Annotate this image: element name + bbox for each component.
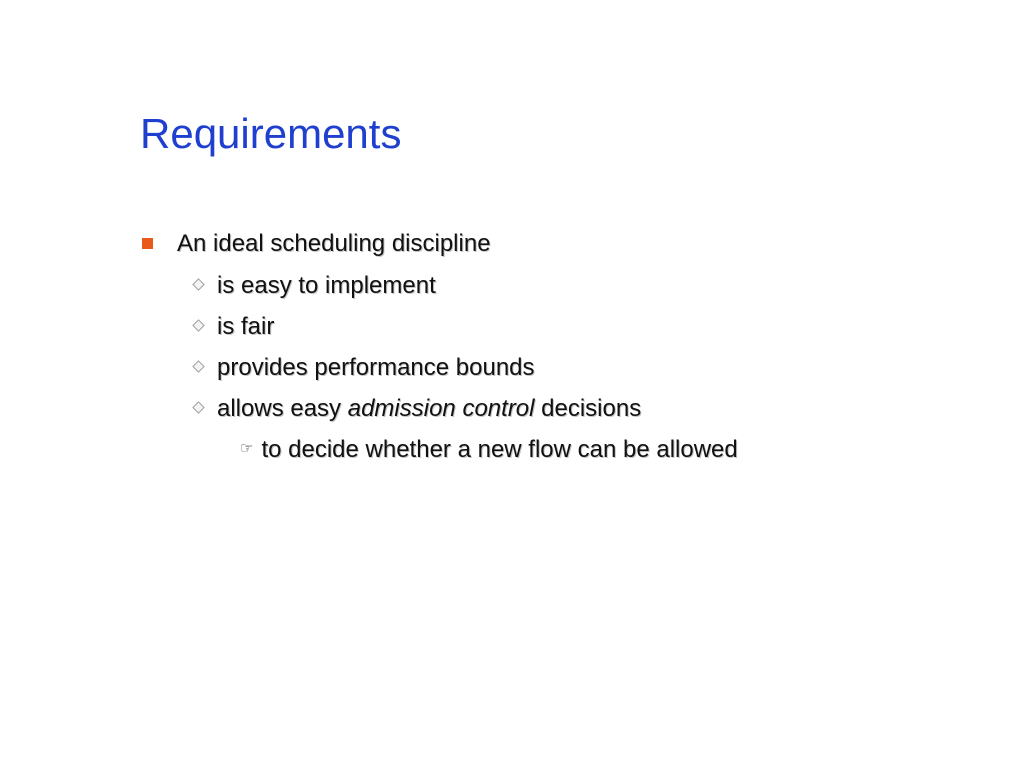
diamond-bullet-icon	[192, 319, 205, 332]
diamond-bullet-icon	[192, 401, 205, 414]
slide-title: Requirements	[140, 110, 402, 157]
sub-bullet-text: provides performance bounds	[217, 354, 535, 381]
sub-bullet-item	[192, 271, 436, 301]
sub-bullet-item	[192, 353, 535, 383]
sub-sub-bullet-item	[240, 435, 738, 465]
sub-bullet-text: is easy to implement	[217, 272, 436, 299]
sub-sub-bullet-text: to decide whether a new flow can be allowed	[261, 436, 738, 463]
square-bullet-icon	[142, 238, 153, 249]
sub-bullet-item	[192, 394, 641, 424]
bullet-item	[142, 229, 491, 259]
bullet-text: An ideal scheduling discipline	[177, 230, 491, 257]
sub-bullet-text: is fair	[217, 313, 275, 340]
diamond-bullet-icon	[192, 278, 205, 291]
sub-bullet-item	[192, 312, 274, 342]
sub-bullet-text-pre: allows easy	[217, 395, 348, 422]
pointing-hand-icon: ☞	[240, 440, 254, 458]
diamond-bullet-icon	[192, 360, 205, 373]
sub-bullet-text-emphasis: admission control	[347, 395, 535, 422]
sub-bullet-text-post: decisions	[534, 395, 642, 422]
